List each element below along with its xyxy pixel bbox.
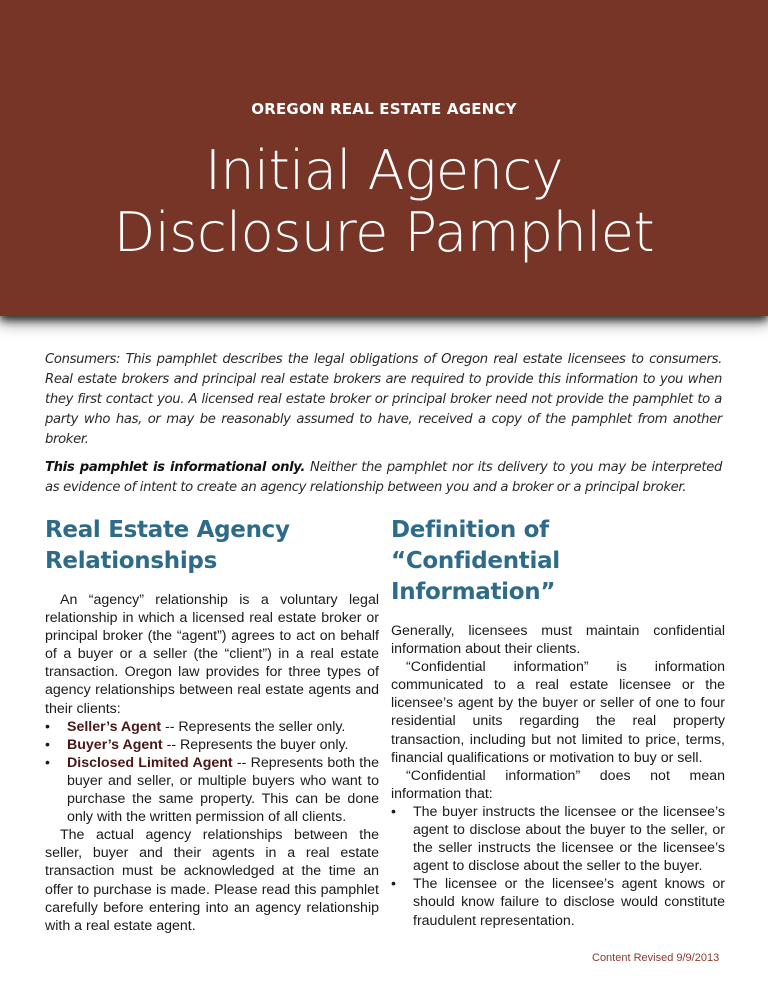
page-title — [0, 140, 768, 264]
agency-term: Seller’s Agent — [67, 718, 162, 735]
confidential-information-section — [391, 515, 725, 930]
section-heading: Real Estate Agency Relationships — [45, 517, 290, 574]
agency-term: Disclosed Limited Agent — [67, 754, 233, 771]
agency-description: -- Represents both the buyer and seller, or multiple buyers who want to purchase the same property. This can be done only with the written permission of all clients. — [67, 754, 379, 826]
informational-notice-text: Neither the pamphlet nor its delivery to you may be interpreted as evidence of intent to create an agency relationship between you and a broker or a principal broker. — [45, 460, 722, 495]
informational-notice-bold: This pamphlet is informational only. — [45, 460, 305, 475]
title-line-2: Disclosure Pamphlet — [113, 201, 655, 264]
exception-text: The buyer instructs the licensee or the licensee’s agent to disclose about the buyer to the seller, or the seller instructs the licensee or the licensee’s agent to disclose about the seller to the buyer. — [413, 803, 725, 875]
bullet-icon: • — [45, 754, 50, 771]
bullet-icon: • — [45, 718, 50, 735]
agency-description: -- Represents the seller only. — [161, 718, 346, 735]
list-item — [391, 803, 725, 875]
informational-notice — [45, 458, 722, 498]
section-paragraph: “Confidential information” is information communicated to a real estate licensee or the licensee’s agent by the buyer or seller of one to four residential units regarding the real property transaction, including but not limited to price, terms, financial qualifications or motivation to buy or sell. — [391, 659, 725, 766]
agency-types-list — [45, 718, 379, 827]
bullet-icon: • — [391, 803, 396, 820]
list-item — [391, 875, 725, 929]
agency-term: Buyer’s Agent — [67, 736, 163, 753]
section-paragraph: Generally, licensees must maintain confidential information about their clients. — [391, 623, 725, 658]
agency-description: -- Represents the buyer only. — [162, 736, 349, 753]
list-item — [45, 754, 379, 826]
header-banner — [0, 0, 768, 316]
agency-name: OREGON REAL ESTATE AGENCY — [251, 100, 517, 118]
exceptions-list — [391, 803, 725, 930]
list-item — [45, 736, 379, 754]
section-paragraph: An “agency” relationship is a voluntary legal relationship in which a licensed real estate broker or principal broker (the “agent”) agrees to act on behalf of a buyer or a seller (the “client”) in a real estate transaction. Oregon law provides for three types of agency relationships between real estate agents and their clients: — [45, 592, 379, 717]
bullet-icon: • — [45, 736, 50, 753]
title-line-1: Initial Agency — [204, 139, 564, 202]
section-paragraph: “Confidential information” does not mean information that: — [391, 767, 725, 802]
intro-paragraph: Consumers: This pamphlet describes the legal obligations of Oregon real estate licensees to consumers. Real estate brokers and principal real estate brokers are required to provide this information to you when they first contact you. A licensed real estate broker or principal broker need not provide the pamphlet to a party who has, or may be reasonably assumed to have, received a copy of the pamphlet from another broker. — [45, 352, 722, 447]
revision-date: Content Revised 9/9/2013 — [592, 952, 720, 964]
section-heading: Definition of “Confidential Information” — [391, 517, 560, 605]
section-paragraph: The actual agency relationships between the seller, buyer and their agents in a real estate transaction must be acknowledged at the time an offer to purchase is made. Please read this pamphlet carefully before entering into an agency relationship with a real estate agent. — [45, 827, 379, 934]
agency-relationships-section — [45, 515, 379, 935]
bullet-icon: • — [391, 876, 396, 893]
list-item — [45, 718, 379, 736]
exception-text: The licensee or the licensee’s agent knows or should know failure to disclose would constitute fraudulent representation. — [413, 876, 725, 929]
